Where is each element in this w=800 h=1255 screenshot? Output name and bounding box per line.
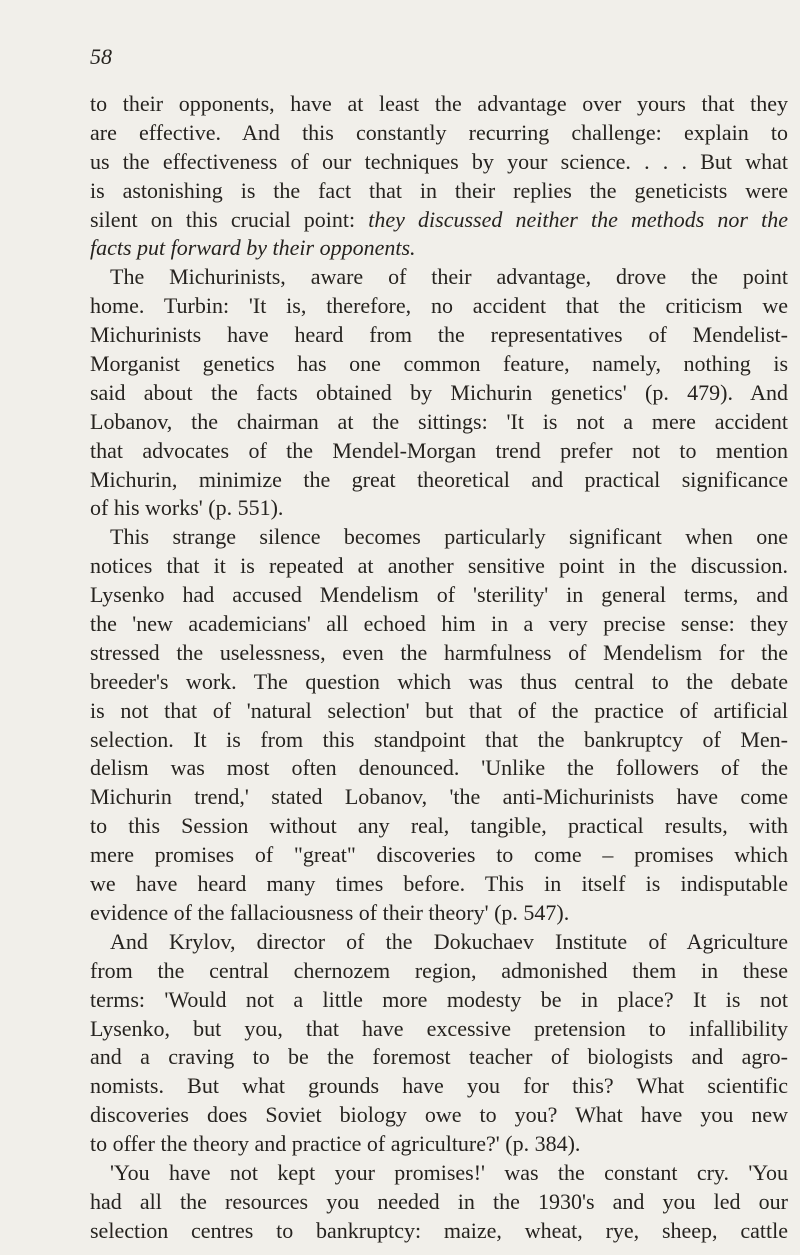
text-line: The Michurinists, aware of their advantage, drove the point <box>110 264 788 290</box>
text-line: we have heard many times before. This in itself is indisputable <box>90 871 788 897</box>
text-line: This strange silence becomes particularly significant when one <box>110 524 788 550</box>
text-line: breeder's work. The question which was thus central to the debate <box>90 668 788 694</box>
text-line <box>90 206 788 235</box>
text-line: terms: 'Would not a little more modesty be in place? It is not <box>90 986 788 1012</box>
text-line: to their opponents, have at least the advantage over yours that they <box>90 91 788 116</box>
text-line-roman: silent on this crucial point: <box>90 206 369 232</box>
text-line: delism was most often denounced. 'Unlike the followers of the <box>90 755 788 781</box>
text-line: Lysenko had accused Mendelism of 'sterility' in general terms, and <box>90 582 788 608</box>
text-line: 'You have not kept your promises!' was the constant cry. 'You <box>110 1159 788 1185</box>
text-line: are effective. And this constantly recurring challenge: explain to <box>90 119 788 145</box>
text-line: discoveries does Soviet biology owe to you? What have you new <box>90 1102 788 1128</box>
text-line: stressed the uselessness, even the harmfulness of Mendelism for the <box>90 639 788 665</box>
text-line: and a craving to be the foremost teacher of biologists and agro- <box>90 1044 788 1070</box>
body-text <box>90 90 788 1246</box>
text-line: said about the facts obtained by Michurin genetics' (p. 479). And <box>90 379 788 405</box>
text-line: evidence of the fallaciousness of their theory' (p. 547). <box>90 899 570 925</box>
text-line: of his works' (p. 551). <box>90 495 284 521</box>
text-line: facts put forward by their opponents. <box>90 235 416 261</box>
text-line: And Krylov, director of the Dokuchaev Institute of Agriculture <box>110 928 788 954</box>
text-line: Michurin trend,' stated Lobanov, 'the anti-Michurinists have come <box>90 784 788 810</box>
text-line: selection centres to bankruptcy: maize, wheat, rye, sheep, cattle <box>90 1217 788 1243</box>
text-line: notices that it is repeated at another sensitive point in the discussion. <box>90 553 788 579</box>
text-line: Michurin, minimize the great theoretical and practical significance <box>90 466 788 492</box>
text-line: us the effectiveness of our techniques by your science. . . . But what <box>90 148 788 174</box>
text-line: Lobanov, the chairman at the sittings: 'It is not a mere accident <box>90 408 788 434</box>
page-number: 58 <box>90 44 112 69</box>
text-line: from the central chernozem region, admonished them in these <box>90 957 788 983</box>
text-line: Morganist genetics has one common feature, namely, nothing is <box>90 351 788 377</box>
text-line: is astonishing is the fact that in their replies the geneticists were <box>90 177 788 203</box>
text-line: to this Session without any real, tangible, practical results, with <box>90 813 788 839</box>
text-line: nomists. But what grounds have you for this? What scientific <box>90 1073 788 1099</box>
text-line: is not that of 'natural selection' but that of the practice of artificial <box>90 697 788 723</box>
text-line: selection. It is from this standpoint that the bankruptcy of Men- <box>90 726 788 752</box>
text-line: Michurinists have heard from the representatives of Mendelist- <box>90 322 788 348</box>
text-line: the 'new academicians' all echoed him in a very precise sense: they <box>90 611 788 637</box>
text-line: home. Turbin: 'It is, therefore, no accident that the criticism we <box>90 293 788 319</box>
text-line-italic: they discussed neither the methods nor the <box>368 206 788 232</box>
text-line: had all the resources you needed in the 1930's and you led our <box>90 1188 788 1214</box>
text-line: mere promises of "great" discoveries to come – promises which <box>90 842 788 868</box>
text-line: to offer the theory and practice of agriculture?' (p. 384). <box>90 1131 581 1157</box>
text-line: that advocates of the Mendel-Morgan trend prefer not to mention <box>90 437 788 463</box>
text-line: Lysenko, but you, that have excessive pretension to infallibility <box>90 1015 788 1041</box>
